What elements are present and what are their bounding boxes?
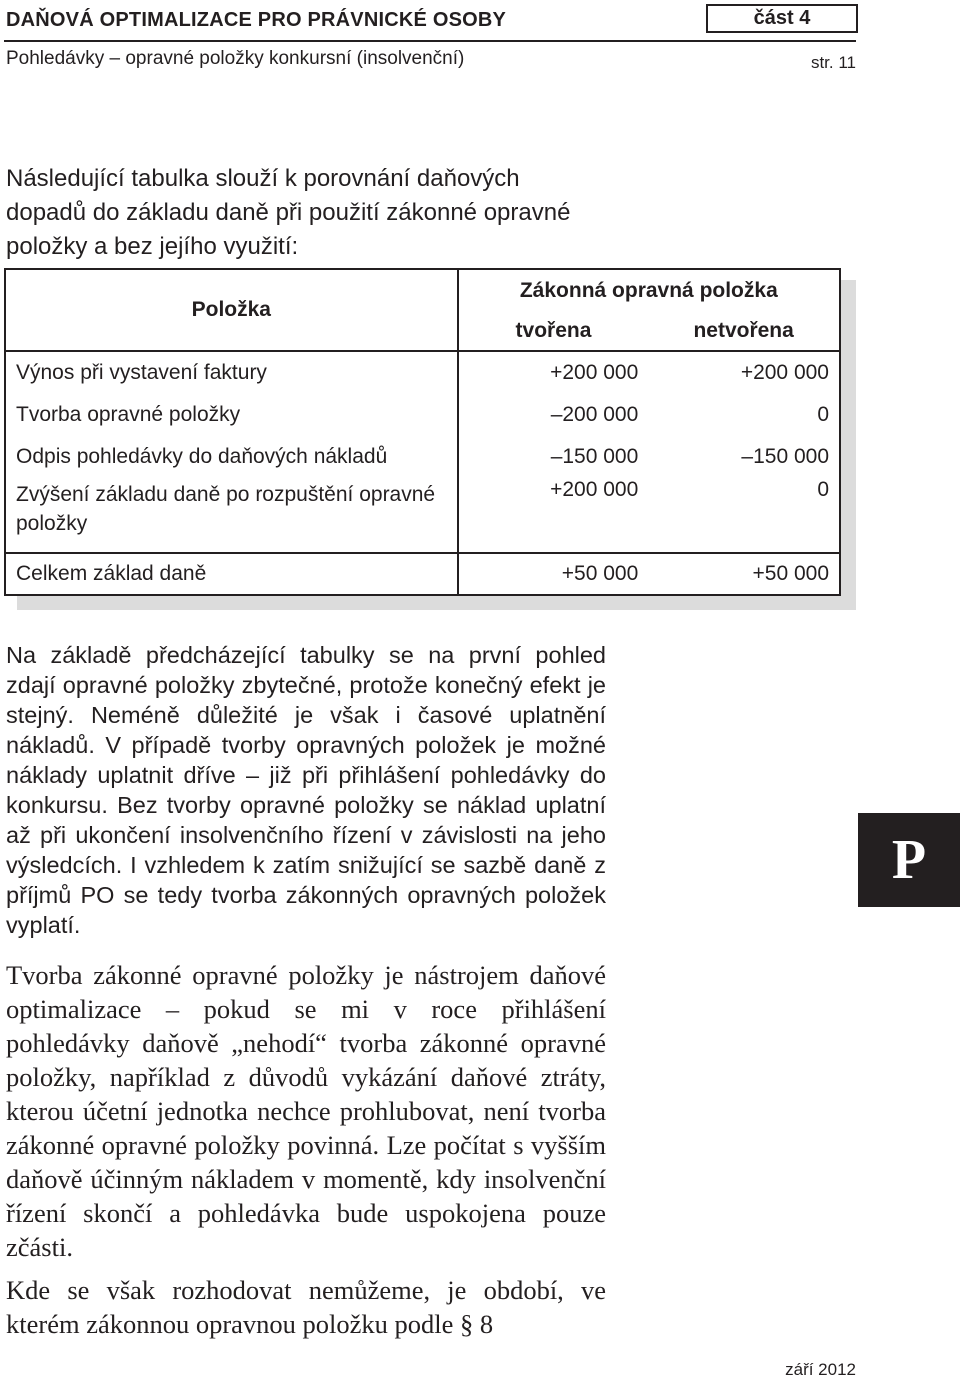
- row-created: –150 000: [458, 436, 649, 478]
- row-created: –200 000: [458, 393, 649, 435]
- row-label: Výnos při vystavení faktury: [5, 351, 458, 393]
- table-row: [5, 478, 840, 553]
- page-number: str. 11: [810, 53, 856, 72]
- row-created: +200 000: [458, 478, 649, 553]
- intro-paragraph: Následující tabulka slouží k porovnání daňových dopadů do základu daně při použití zákonné opravné položky a bez jejího využití:: [6, 165, 571, 260]
- row-not-created: +50 000: [648, 553, 840, 595]
- row-label: Odpis pohledávky do daňových nákladů: [5, 436, 458, 478]
- row-not-created: 0: [648, 478, 840, 553]
- row-not-created: –150 000: [648, 436, 840, 478]
- header-group: Zákonná opravná položka: [458, 269, 840, 312]
- chapter-subtitle: Pohledávky – opravné položky konkursní (insolvenční): [6, 48, 465, 69]
- row-not-created: +200 000: [648, 351, 840, 393]
- comparison-table: [4, 268, 841, 596]
- row-created: +200 000: [458, 351, 649, 393]
- row-created: +50 000: [458, 553, 649, 595]
- table-row: [5, 393, 840, 435]
- body-paragraph-emphasis: Tvorba zákonné opravné položky je nástrojem daňové optimalizace – pokud se mi v roce přihlášení pohledávky daňově „nehodí“ tvorba zákonné opravné položky, například z důvodů vykázání daňové ztráty, kterou účetní jednotka nechce prohlubovat, není tvorba zákonné opravné položky povinná. Lze počítat s vyšším daňově účinným nákladem v momentě, kdy insolvenční řízení skončí a pohledávka bude uspokojena pouze zčásti.: [6, 960, 606, 1262]
- table-row: [5, 351, 840, 393]
- header-not-created: netvořena: [648, 312, 840, 351]
- section-title: DAŇOVÁ OPTIMALIZACE PRO PRÁVNICKÉ OSOBY: [6, 9, 507, 31]
- header-created: tvořena: [458, 312, 649, 351]
- row-label: Zvýšení základu daně po rozpuštění opravné položky: [5, 478, 458, 553]
- section-tab-marker: P: [858, 813, 960, 907]
- row-label: Celkem základ daně: [5, 553, 458, 595]
- header-divider: [4, 40, 856, 42]
- table-row-total: [5, 553, 840, 595]
- row-not-created: 0: [648, 393, 840, 435]
- part-label: část 4: [706, 4, 858, 33]
- table-header-row: [5, 269, 840, 312]
- header-item: Položka: [5, 269, 458, 351]
- footer-date: září 2012: [785, 1360, 856, 1379]
- body-paragraph: Na základě předcházející tabulky se na první pohled zdají opravné položky zbytečné, protože konečný efekt je stejný. Neméně důležité je však i časové uplatnění nákladů. V případě tvorby opravných položek je možné náklady uplatnit dříve – již při přihlášení pohledávky do konkursu. Bez tvorby opravné položky se náklad uplatní až při ukončení insolvenčního řízení v závislosti na jeho výsledcích. I vzhledem k zatím snižující se sazbě daně z příjmů PO se tedy tvorba zákonných opravných položek vyplatí.: [6, 642, 606, 938]
- table-row: [5, 436, 840, 478]
- row-label: Tvorba opravné položky: [5, 393, 458, 435]
- body-paragraph-continued: Kde se však rozhodovat nemůžeme, je období, ve kterém zákonnou opravnou položku podle § 8: [6, 1275, 606, 1339]
